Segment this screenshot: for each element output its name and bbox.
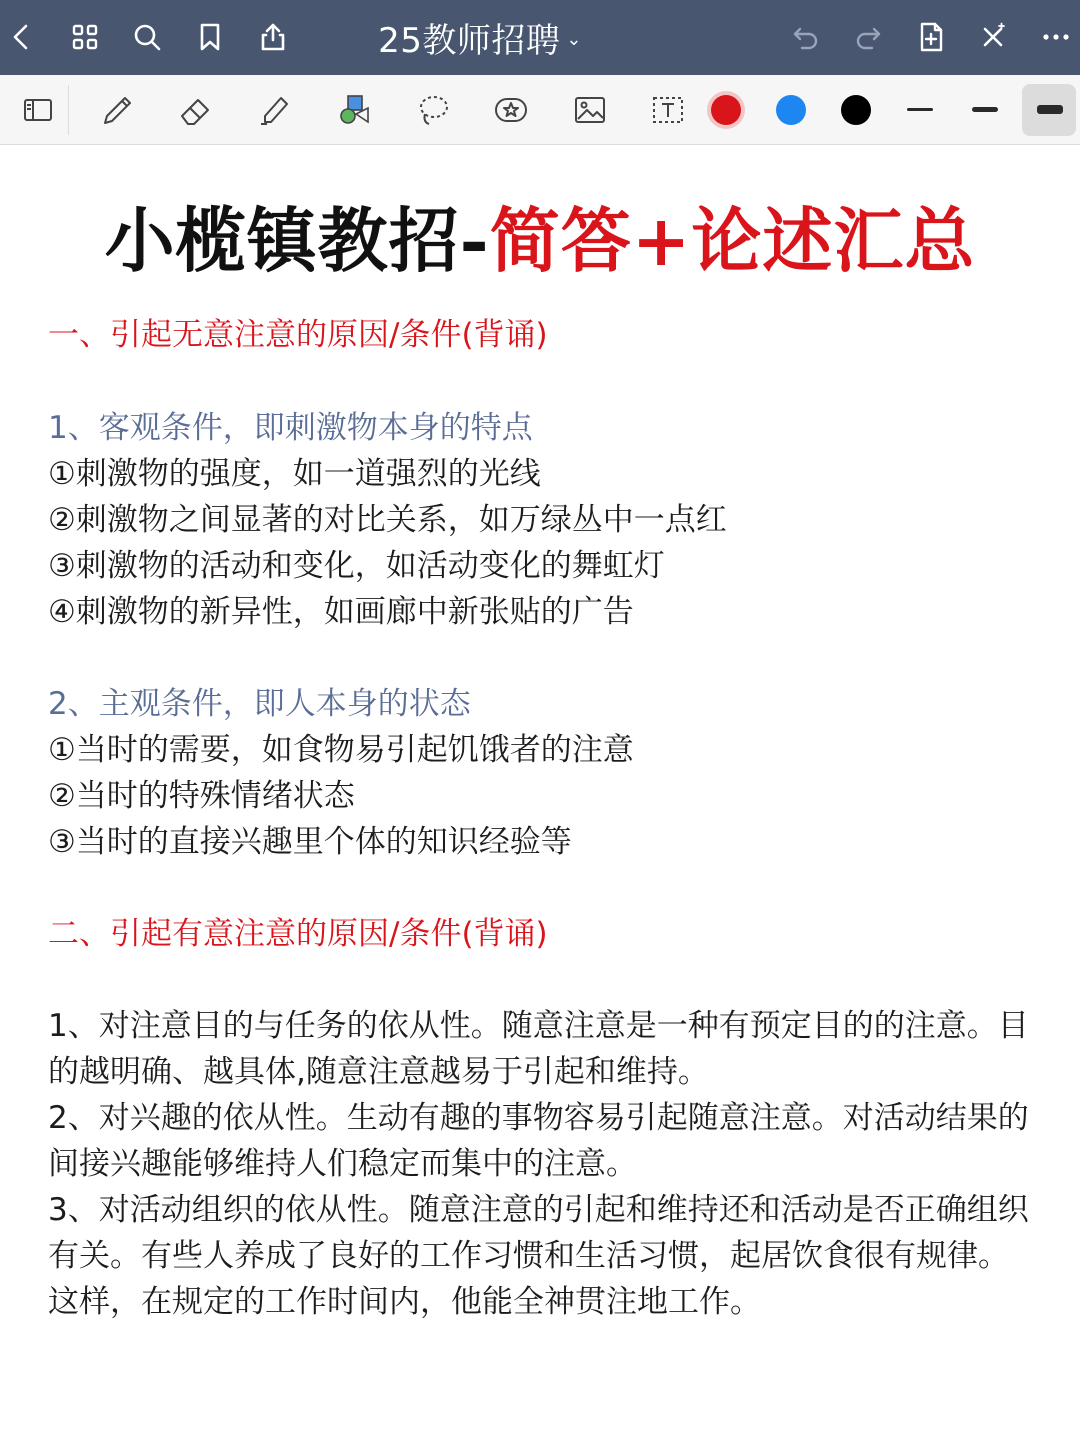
section1-sub1-heading: 1、客观条件，即刺激物本身的特点 xyxy=(48,410,533,446)
sticker-icon[interactable] xyxy=(486,85,536,135)
close-icon[interactable] xyxy=(973,17,1013,57)
section1-heading: 一、引起无意注意的原因/条件(背诵) xyxy=(48,317,548,353)
paragraph: 3、对活动组织的依从性。随意注意的引起和维持还和活动是否正确组织有关。有些人养成了良好的工作习惯和生活习惯，起居饮食很有规律。这样，在规定的工作时间内，他能全神贯注地工作。 xyxy=(48,1192,1029,1320)
section2-heading: 二、引起有意注意的原因/条件(背诵) xyxy=(48,916,548,952)
list-item: ②当时的特殊情绪状态 xyxy=(48,778,355,814)
redo-icon[interactable] xyxy=(848,17,888,57)
drawing-toolbar xyxy=(0,75,1080,145)
page-title xyxy=(0,196,1080,286)
note-page xyxy=(0,146,1080,1443)
more-icon[interactable] xyxy=(1036,17,1076,57)
bookmark-icon[interactable] xyxy=(190,17,230,57)
grid-icon[interactable] xyxy=(65,17,105,57)
text-icon[interactable] xyxy=(643,85,693,135)
highlighter-icon[interactable] xyxy=(250,85,300,135)
stroke-thick[interactable] xyxy=(1037,105,1063,114)
list-item: ①当时的需要，如食物易引起饥饿者的注意 xyxy=(48,732,634,768)
paragraph: 1、对注意目的与任务的依从性。随意注意是一种有预定目的的注意。目的越明确、越具体,随意注意越易于引起和维持。 xyxy=(48,1008,1029,1090)
list-item: ①刺激物的强度，如一道强烈的光线 xyxy=(48,456,541,492)
eraser-icon[interactable] xyxy=(171,85,221,135)
search-icon[interactable] xyxy=(127,17,167,57)
add-page-icon[interactable] xyxy=(911,17,951,57)
color-swatch-red[interactable] xyxy=(711,95,741,125)
stroke-thin[interactable] xyxy=(907,108,933,111)
title-black-part: 小榄镇教招- xyxy=(104,199,490,282)
list-item: ③当时的直接兴趣里个体的知识经验等 xyxy=(48,824,572,860)
color-swatch-blue[interactable] xyxy=(776,95,806,125)
back-icon[interactable] xyxy=(2,17,42,57)
toolbar-divider xyxy=(68,85,69,135)
document-title[interactable] xyxy=(340,12,620,62)
color-swatch-black[interactable] xyxy=(841,95,871,125)
share-icon[interactable] xyxy=(253,17,293,57)
stroke-medium[interactable] xyxy=(972,107,998,112)
image-icon[interactable] xyxy=(565,85,615,135)
undo-icon[interactable] xyxy=(786,17,826,57)
list-item: ②刺激物之间显著的对比关系，如万绿丛中一点红 xyxy=(48,502,727,538)
shapes-icon[interactable] xyxy=(329,85,379,135)
title-red-part: 简答+论述汇总 xyxy=(489,199,976,282)
pen-icon[interactable] xyxy=(92,85,142,135)
paragraph: 2、对兴趣的依从性。生动有趣的事物容易引起随意注意。对活动结果的间接兴趣能够维持人们稳定而集中的注意。 xyxy=(48,1100,1029,1182)
chevron-down-icon: ⌄ xyxy=(566,28,582,50)
top-navigation-bar xyxy=(0,0,1080,75)
document-title-text: 25教师招聘 xyxy=(378,20,561,61)
section1-sub2-heading: 2、主观条件，即人本身的状态 xyxy=(48,686,471,722)
lasso-icon[interactable] xyxy=(408,85,458,135)
list-item: ④刺激物的新异性，如画廊中新张贴的广告 xyxy=(48,594,634,630)
list-item: ③刺激物的活动和变化，如活动变化的舞虹灯 xyxy=(48,548,665,584)
sidebar-toggle-icon[interactable] xyxy=(13,85,63,135)
